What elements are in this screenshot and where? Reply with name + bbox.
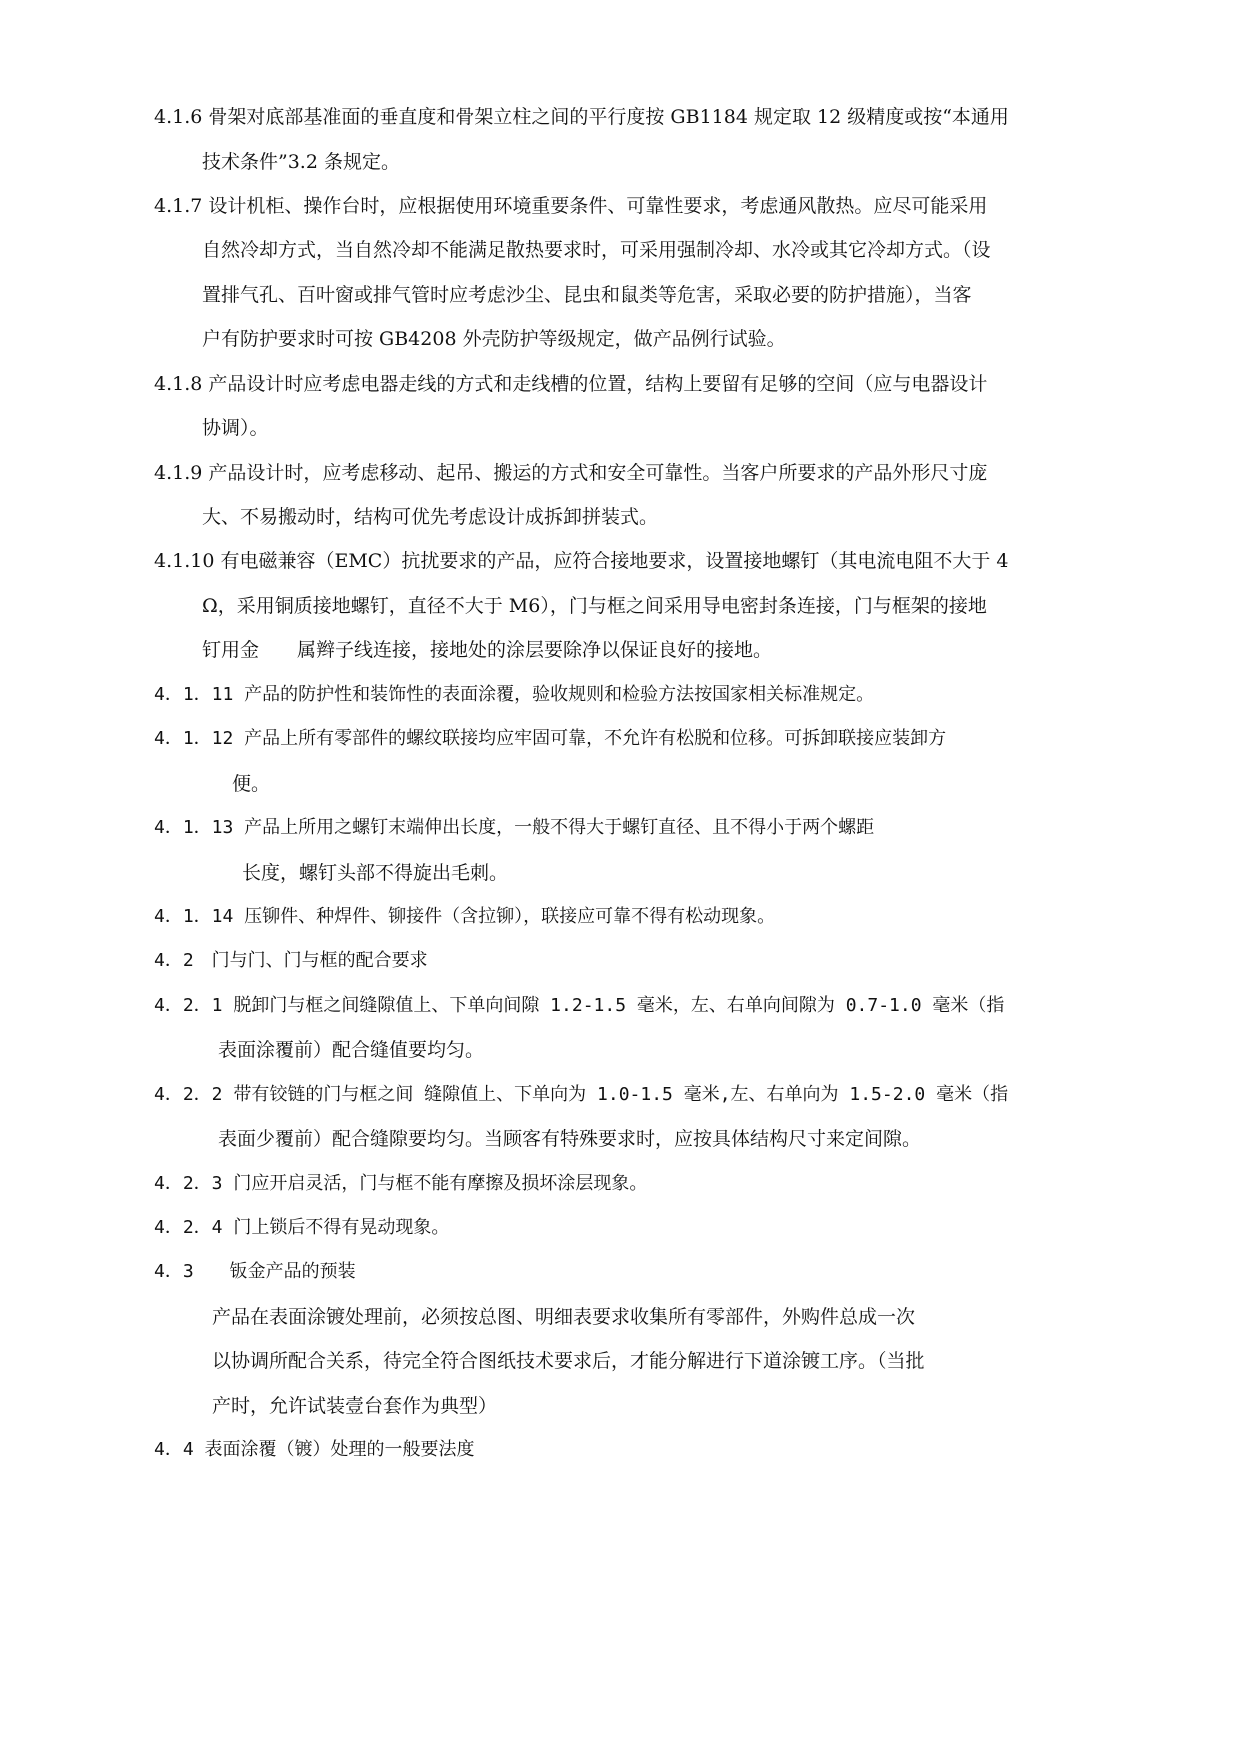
clause-4-1-7-line-3: 置排气孔、百叶窗或排气管时应考虑沙尘、昆虫和鼠类等危害，采取必要的防护措施），当客 (202, 284, 972, 306)
section-4-3-body-line-3: 产时，允许试装壹台套作为典型） (212, 1395, 498, 1417)
clause-4-1-9-line-2: 大、不易搬动时，结构可优先考虑设计成拆卸拼装式。 (202, 506, 659, 528)
clause-4-1-10-line-1: 4.1.10 有电磁兼容（EMC）抗扰要求的产品，应符合接地要求，设置接地螺钉（其电流电阻不大于 4 (154, 550, 1009, 572)
clause-4-1-6-line-1: 4.1.6 骨架对底部基准面的垂直度和骨架立柱之间的平行度按 GB1184 规定取 12 级精度或按“本通用 (154, 106, 1009, 128)
clause-4-1-10-line-2: Ω，采用铜质接地螺钉，直径不大于 M6），门与框之间采用导电密封条连接，门与框架的接地 (202, 595, 987, 617)
clause-4-1-12-line-1: 4．1．12 产品上所有零部件的螺纹联接均应牢固可靠，不允许有松脱和位移。可拆卸联接应装卸方 (154, 728, 947, 749)
clause-4-1-13-line-2: 长度，螺钉头部不得旋出毛刺。 (242, 862, 509, 884)
clause-4-1-7-line-1: 4.1.7 设计机柜、操作台时，应根据使用环境重要条件、可靠性要求，考虑通风散热。应尽可能采用 (154, 195, 988, 217)
clause-4-2-1-line-1: 4．2．1 脱卸门与框之间缝隙值上、下单向间隙 1.2-1.5 毫米，左、右单向间隙为 0.7-1.0 毫米（指 (154, 995, 1005, 1016)
clause-4-1-7-line-2: 自然冷却方式，当自然冷却不能满足散热要求时，可采用强制冷却、水冷或其它冷却方式。（设 (202, 239, 991, 261)
section-4-2-heading: 4．2 门与门、门与框的配合要求 (154, 950, 428, 971)
section-4-3-heading: 4．3 钣金产品的预装 (154, 1261, 356, 1282)
section-4-3-body-line-1: 产品在表面涂镀处理前，必须按总图、明细表要求收集所有零部件，外购件总成一次 (212, 1306, 916, 1328)
clause-4-1-7-line-4: 户有防护要求时可按 GB4208 外壳防护等级规定，做产品例行试验。 (202, 328, 786, 350)
clause-4-1-6-line-2: 技术条件”3.2 条规定。 (202, 151, 400, 173)
clause-4-2-4: 4．2．4 门上锁后不得有晃动现象。 (154, 1217, 450, 1238)
clause-4-1-9-line-1: 4.1.9 产品设计时，应考虑移动、起吊、搬运的方式和安全可靠性。当客户所要求的产品外形尺寸庞 (154, 462, 988, 484)
section-4-4-heading: 4．4 表面涂覆（镀）处理的一般要法度 (154, 1439, 475, 1460)
clause-4-2-2-line-1: 4．2．2 带有铰链的门与框之间 缝隙值上、下单向为 1.0-1.5 毫米,左、右单向为 1.5-2.0 毫米（指 (154, 1084, 1009, 1105)
clause-4-2-2-line-2: 表面少覆前）配合缝隙要均匀。当顾客有特殊要求时，应按具体结构尺寸来定间隙。 (218, 1128, 922, 1150)
section-4-3-body-line-2: 以协调所配合关系，待完全符合图纸技术要求后，才能分解进行下道涂镀工序。（当批 (212, 1350, 925, 1372)
clause-4-1-14: 4．1．14 压铆件、种焊件、铆接件（含拉铆），联接应可靠不得有松动现象。 (154, 906, 776, 927)
clause-4-1-8-line-2: 协调）。 (202, 417, 269, 439)
clause-4-1-10-line-3: 钉用金 属辫子线连接，接地处的涂层要除净以保证良好的接地。 (202, 639, 773, 661)
clause-4-2-1-line-2: 表面涂覆前）配合缝值要均匀。 (218, 1039, 485, 1061)
clause-4-1-8-line-1: 4.1.8 产品设计时应考虑电器走线的方式和走线槽的位置，结构上要留有足够的空间（应与电器设计 (154, 373, 988, 395)
clause-4-2-3: 4．2．3 门应开启灵活，门与框不能有摩擦及损坏涂层现象。 (154, 1173, 648, 1194)
clause-4-1-13-line-1: 4．1．13 产品上所用之螺钉末端伸出长度，一般不得大于螺钉直径、且不得小于两个螺距 (154, 817, 875, 838)
clause-4-1-12-line-2: 便。 (232, 773, 271, 795)
clause-4-1-11: 4．1．11 产品的防护性和装饰性的表面涂覆，验收规则和检验方法按国家相关标准规定。 (154, 684, 875, 705)
